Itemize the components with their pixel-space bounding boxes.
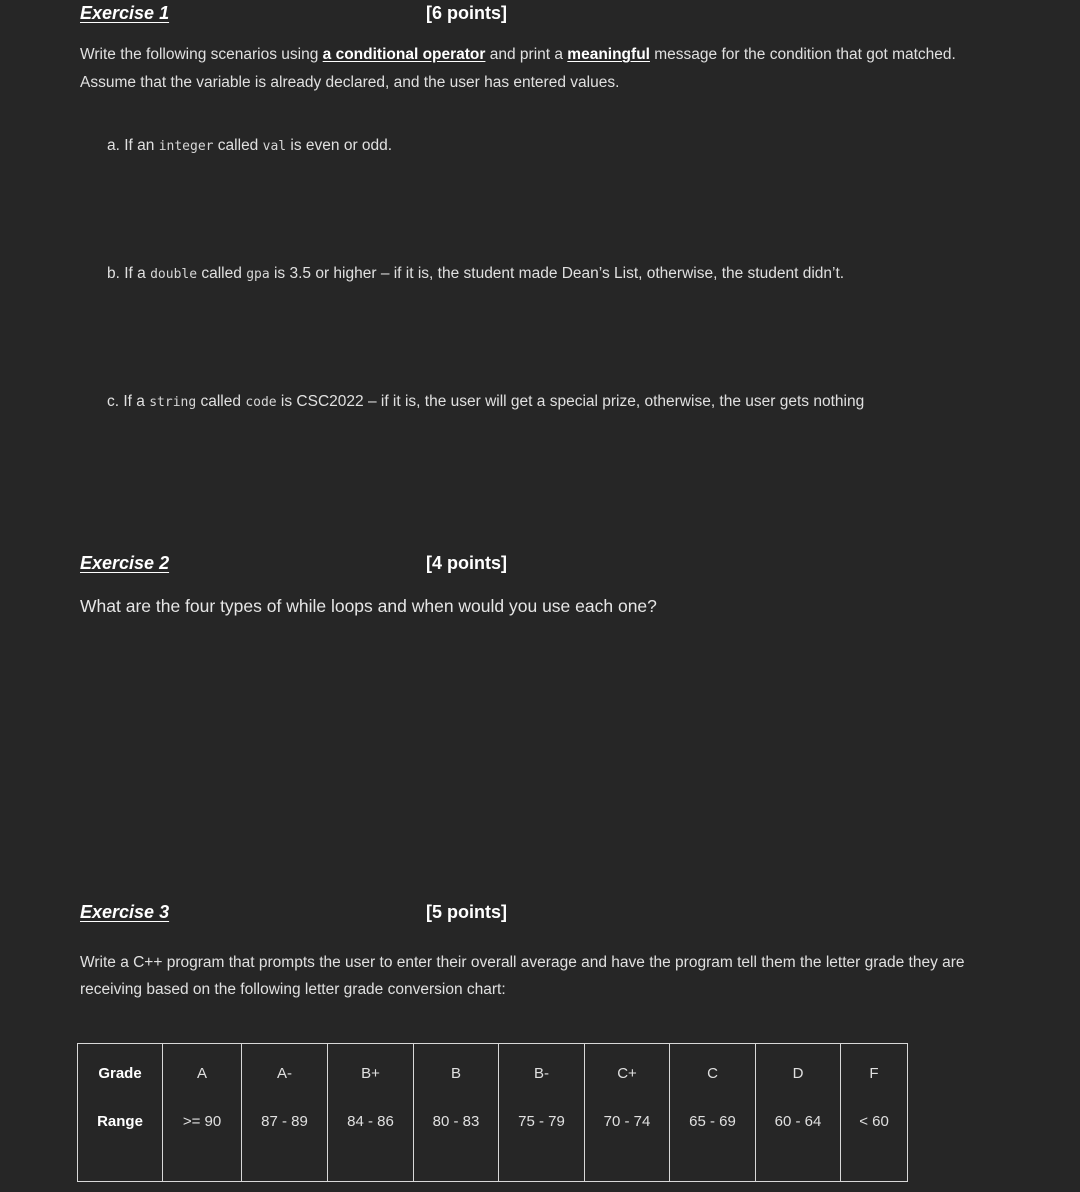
grade-conversion-table — [77, 1043, 908, 1182]
grade-row — [78, 1044, 908, 1103]
grade-header-cell: Grade — [78, 1044, 163, 1103]
intro-emphasis-conditional: a conditional operator — [322, 46, 486, 63]
range-row — [78, 1102, 908, 1182]
qa-code-type: integer — [158, 139, 214, 154]
intro-text-2: and print a — [485, 46, 568, 63]
qa-code-var: val — [262, 139, 287, 154]
range-cell: 87 - 89 — [242, 1102, 328, 1182]
grade-cell: D — [756, 1044, 841, 1103]
range-header-cell: Range — [78, 1102, 163, 1182]
range-cell: < 60 — [841, 1102, 908, 1182]
exercise-1-question-b — [107, 265, 844, 283]
intro-text-3: message for the condition that got matched. — [649, 46, 956, 63]
qc-code-var: code — [245, 395, 277, 410]
qc-text-2: called — [196, 393, 246, 410]
grade-cell: B — [414, 1044, 499, 1103]
range-cell: 65 - 69 — [670, 1102, 756, 1182]
qa-text-1: a. If an — [107, 137, 159, 154]
intro-emphasis-meaningful: meaningful — [567, 46, 650, 63]
exercise-3-title: Exercise 3 — [80, 902, 170, 922]
exercise-2-title: Exercise 2 — [80, 553, 170, 573]
qa-text-2: called — [213, 137, 263, 154]
exercise-1-intro-line2: Assume that the variable is already declared, and the user has entered values. — [80, 74, 620, 91]
qa-text-3: is even or odd. — [286, 137, 393, 154]
intro-text-1: Write the following scenarios using — [80, 46, 323, 63]
exercise-1-intro-line1 — [80, 46, 956, 64]
grade-cell: B+ — [328, 1044, 414, 1103]
qb-code-type: double — [150, 267, 198, 282]
grade-cell: B- — [499, 1044, 585, 1103]
exercise-1-points: [6 points] — [426, 3, 507, 23]
qc-text-1: c. If a — [107, 393, 150, 410]
grade-cell: C — [670, 1044, 756, 1103]
range-cell: 84 - 86 — [328, 1102, 414, 1182]
exercise-1-title: Exercise 1 — [80, 3, 170, 23]
exercise-3-text-line1: Write a C++ program that prompts the user to enter their overall average and have the program tell them the letter grade they are — [80, 954, 965, 971]
exercise-2-points: [4 points] — [426, 553, 507, 573]
qb-text-2: called — [197, 265, 247, 282]
grade-cell: F — [841, 1044, 908, 1103]
exercise-3-points: [5 points] — [426, 902, 507, 922]
range-cell: 60 - 64 — [756, 1102, 841, 1182]
qc-text-3: is CSC2022 – if it is, the user will get a special prize, otherwise, the user gets nothing — [276, 393, 865, 410]
qb-text-1: b. If a — [107, 265, 151, 282]
range-cell: 70 - 74 — [585, 1102, 670, 1182]
qb-text-3: is 3.5 or higher – if it is, the student made Dean’s List, otherwise, the student didn’t. — [269, 265, 845, 282]
exercise-1-question-a — [107, 137, 392, 155]
range-cell: 80 - 83 — [414, 1102, 499, 1182]
qc-code-type: string — [149, 395, 197, 410]
exercise-1-question-c — [107, 393, 864, 411]
qb-code-var: gpa — [246, 267, 270, 282]
exercise-2-question: What are the four types of while loops and when would you use each one? — [80, 596, 657, 616]
grade-cell: A — [163, 1044, 242, 1103]
range-cell: >= 90 — [163, 1102, 242, 1182]
grade-cell: C+ — [585, 1044, 670, 1103]
range-cell: 75 - 79 — [499, 1102, 585, 1182]
exercise-3-text-line2: receiving based on the following letter grade conversion chart: — [80, 981, 506, 998]
grade-cell: A- — [242, 1044, 328, 1103]
